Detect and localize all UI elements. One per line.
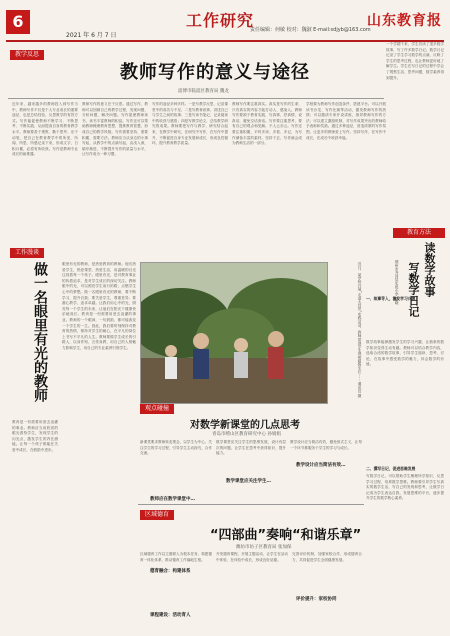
- issue-date: 2021 年 6 月 7 日: [66, 32, 117, 39]
- column-tag-method: 教育方法: [393, 228, 445, 238]
- article-title-math: 对数学新课堂的几点思考: [190, 420, 300, 431]
- divider: [8, 98, 384, 99]
- article-subhead: 德育融合：构建体系: [150, 569, 191, 574]
- text-column: 完善评价机制，加强家校合作，形成德育合力，共同促进学生全面健康发展。: [292, 552, 362, 562]
- column-tag-moral: 区域德育: [140, 510, 174, 520]
- photo-caption: 近日，某学校开展“走进大自然”实践活动，教师带领学生观察植物生长…… 通讯员 摄: [358, 262, 362, 398]
- section-title: 工作研究: [186, 11, 255, 30]
- article-subhead: 教师应在数学课堂中…: [150, 497, 195, 502]
- text-column: 开发德育课程，开展主题活动，让学生在活动中体验、在体验中成长，形成良好品德。: [216, 552, 288, 562]
- article-title-teacher: 做一名眼里有光的教师: [32, 262, 48, 402]
- article-subhead: 评价提升：家校协同: [296, 597, 337, 602]
- article-byline-writing: 淄博市临淄区教育局 魏龙: [178, 89, 229, 94]
- text-column: 数学课堂应关注学生的思维发展，设计有层次的问题，让学生在思考中获得知识，提升能力。: [216, 440, 286, 456]
- text-column: 写作的途径多种多样。一是写教学反思，记录课堂中的成功与不足；二是写教育叙事，讲述自己与学生之间的故事；三是写读书笔记，记录阅读中的收获与感悟；四是写教学论文，总结教学研究的成果。教师要把写作与教学、研究结合起来，在教学中研究，在研究中写作，在写作中提升，不断促进自身专业发展和成长，形成良性循环，提升教育教学质量。: [152, 102, 228, 146]
- divider: [138, 504, 364, 505]
- article-byline-math: 青岛市崂山区教育研究中心 孙娟娟: [212, 432, 281, 437]
- text-column: 数学故事能够激发学生的学习兴趣，让抽象的数学知识变得生动有趣。教师可以结合教学内容，选取合适的数学故事，引导学生阅读、思考、讨论，在故事中感受数学的魅力，体会数学的价值。: [366, 340, 444, 367]
- page-header: [6, 6, 444, 42]
- photo-illustration: [141, 263, 327, 403]
- text-column: 区域德育工作以立德树人为根本任务，构建德育一体化体系，推动德育工作落地生根。: [140, 552, 212, 562]
- article-byline-harmony: 潍坊市坊子区教育局 张加保: [236, 545, 292, 550]
- article-title-writing: 教师写作的意义与途径: [120, 62, 310, 83]
- article-subhead: 教学设计应当简洁有效…: [296, 463, 346, 468]
- article-subhead: 数学课堂应关注学生…: [226, 479, 271, 484]
- editor-meta: 责任编辑：何敏 校对：魏淑 E-mail:sdjyb@163.com: [250, 27, 371, 33]
- column-tag-talk: 工作漫谈: [10, 248, 44, 258]
- text-column: 教育是一份需要用爱去浇灌的事业。教师应当用欣赏的眼光看待学生，发现学生的闪光点，激发学生的内在潜能。让每一个孩子都能在关爱中成长，在鼓励中进步。: [12, 420, 58, 452]
- page-number: 6: [6, 10, 30, 34]
- text-column: 一个学期下来，学生们读了很多数学故事，写了许多数学日记。数学日记记录了学生学习数学的点滴，反映了学生的思考过程，也让教师更好地了解学生。学生在写日记的过程中学会了观察生活、思考问题，数学素养得到提升。: [386, 42, 444, 80]
- text-column: 学校要为教师写作创造条件，搭建平台。可以开展读书沙龙、写作比赛等活动，激发教师写作的热情；可以邀请专家开设讲座，指导教师写作的方法；可以建立激励机制，对写作成果突出的教师给予表彰和奖励。通过多种途径，营造浓厚的写作氛围，让更多的教师爱上写作、坚持写作、在写作中成长，在成长中收获幸福。: [306, 102, 386, 140]
- sidebar-byline: 德州市齐河县实验小学 张晓: [395, 260, 400, 305]
- news-photo: [140, 262, 328, 404]
- text-column: 近年来，越来越多的教师投入到写作当中，教师写作不仅是个人专业成长的重要途径，也是总结经验、反思教学的有效方式。写作能促使教师不断学习、不断思考、不断实践，从而提高自身的教育教学水平。教师要善于观察、勤于思考、乐于动笔，把自己在教育教学中的所见、所闻、所思、所感记录下来，形成文字，日积月累，必将有所收获。写作是教师专业成长的助推器。: [12, 102, 78, 157]
- sidebar-subhead: 一、故事导入，激发学习兴趣: [366, 296, 416, 301]
- text-column: 新课堂要求教师转变观念，以学生为中心，关注学生的学习过程，引导学生主动探究、合作交流。: [140, 440, 212, 456]
- text-column: 教师写作要注重真实。真实是写作的生命，只有真实的内容才能打动人、感染人。教师写作要源于教育实践，写真事、抒真情、说真话，避免空话套话。写作要注重思考，要有自己的观点和见解，不人云亦云。写作还要注重积累，平时多读、多看、多记，为写作储备丰富的素材。坚持下去，写作就会成为教师生活的一部分。: [232, 102, 302, 146]
- article-title-harmony: “四部曲”奏响“和谐乐章”: [210, 528, 362, 543]
- text-column: 眼里有光的教师，是热爱教育的教师。他们热爱学生，热爱课堂，热爱生活，用温暖的目光注视着每一个孩子。眼里有光，是对教育事业的执着追求，是对学生成长的深切关注。教师眼中的光，可以照亮学生前行的路，点燃学生心中的梦想。做一名眼里有光的教师，要不断学习，提升自我；要关爱学生，尊重差异；要潜心教学，追求卓越。让我们用心中的光，照亮每一个学生的未来，让他们在阳光下健康快乐地成长。教育是一份需要用爱去浇灌的事业。教师的一个眼神，一句鼓励，都可能改变一个学生的一生。因此，我们要时刻保持对教育的热情，保持对学生的耐心，在平凡的岗位上书写不平凡的人生。教师要做学生成长的引路人，以身作则，言传身教，用自己的人格魅力影响学生，用自己的专业素养引领学生。: [62, 262, 136, 350]
- sidebar-title-line1: 读数学故事: [423, 242, 436, 297]
- column-tag-reflection: 教学反思: [10, 50, 44, 60]
- article-subhead: 课程建设：活动育人: [150, 613, 191, 618]
- text-column: 教学设计应当简洁有效，避免形式主义，让每一个环节都服务于学生的学习与成长。: [290, 440, 362, 450]
- text-column: 教师写作的意义在于反思。通过写作，教师可以回顾自己的教学过程，发现问题、分析问题、解决问题。写作促使教师读书，读书丰富教师的积淀。写作还可以帮助教师梳理教育思想，提炼教育智慧，形成自己的教学风格。写作需要坚持，需要积累，需要方法。教师应当从身边的小事写起，从教学中的点滴写起，由浅入深，循序渐进，不断提升写作的质量与水平，让写作成为一种习惯。: [82, 102, 148, 157]
- column-tag-viewpoint: 观点碰撞: [140, 404, 174, 414]
- sidebar-subhead: 二、撰写日记，促进思维发展: [366, 466, 416, 471]
- sidebar-title-line2: 写数学日记: [407, 262, 420, 317]
- newspaper-logo: 山东教育报: [367, 13, 442, 29]
- text-column: 写数学日记，可以帮助学生梳理所学知识，反思学习过程，培养数学思维。教师要引导学生写真实的数学生活，写自己的发现和思考，让数学日记成为学生表达自我、发展思维的平台，逐步提升学生的数学核心素养。: [366, 474, 444, 501]
